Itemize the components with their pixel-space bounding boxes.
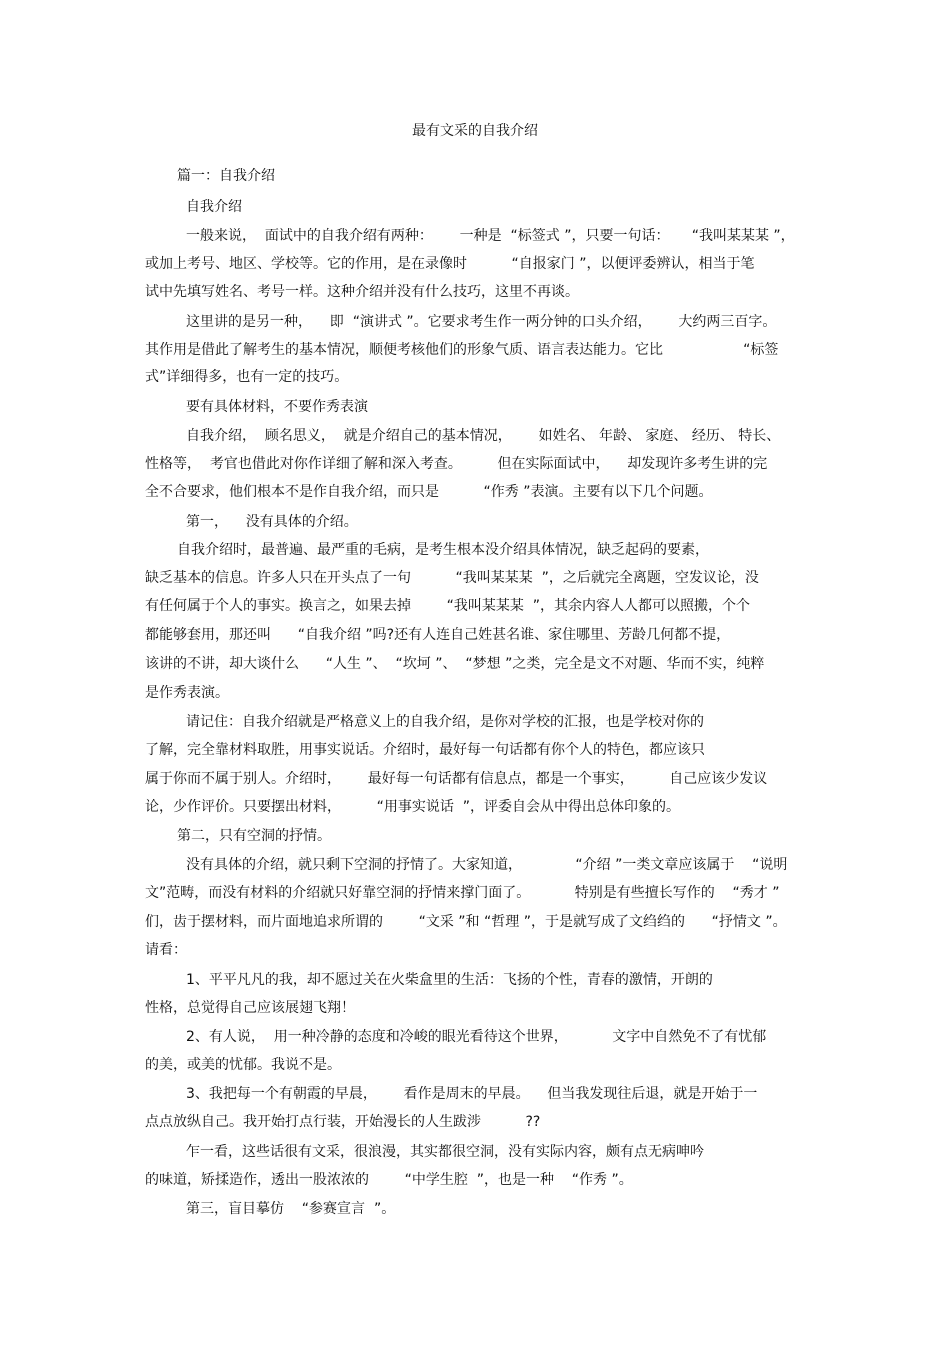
text-line: 性格等， 考官也借此对你作详细了解和深入考查。 但在实际面试中， 却发现许多考生讲的完: [145, 456, 768, 472]
section-heading: 篇一：自我介绍: [177, 168, 275, 184]
text-line: 都能够套用，那还叫 “自我介绍 ”吗?还有人连自己姓甚名谁、家住哪里、芳龄几何都不提，: [145, 627, 731, 643]
text-line: 请看：: [145, 942, 187, 958]
text-line: 性格，总觉得自己应该展翅飞翔！: [145, 1000, 355, 1016]
subheading: 要有具体材料，不要作秀表演: [186, 399, 368, 415]
text-line: 请记住：自我介绍就是严格意义上的自我介绍，是你对学校的汇报，也是学校对你的: [186, 714, 704, 730]
text-line: 乍一看，这些话很有文采，很浪漫，其实都很空洞，没有实际内容，颇有点无病呻吟: [186, 1144, 704, 1160]
text-line: 有任何属于个人的事实。换言之，如果去掉 “我叫某某某 ”，其余内容人人都可以照搬，个个: [145, 598, 751, 614]
text-line: 们，齿于摆材料，而片面地追求所谓的 “文采 ”和 “哲理 ”，于是就写成了文绉绉的 “抒情文 ”。: [145, 914, 787, 930]
text-line: 属于你而不属于别人。介绍时， 最好每一句话都有信息点，都是一个事实， 自己应该少发议: [145, 771, 768, 787]
text-line: 其作用是借此了解考生的基本情况，顺便考核他们的形象气质、语言表达能力。它比 “标签: [145, 342, 779, 358]
list-item: 1、平平凡凡的我，却不愿过关在火柴盒里的生活：飞扬的个性，青春的激情，开朗的: [186, 972, 713, 988]
text-line: 或加上考号、地区、学校等。它的作用，是在录像时 “自报家门 ”，以便评委辨认，相当于笔: [145, 256, 755, 272]
text-line: 自我介绍时，最普遍、最严重的毛病，是考生根本没介绍具体情况，缺乏起码的要素，: [177, 542, 709, 558]
text-line: 的美，或美的忧郁。我说不是。: [145, 1057, 341, 1073]
text-line: 了解，完全靠材料取胜，用事实说话。介绍时，最好每一句话都有你个人的特色，都应该只: [145, 742, 705, 758]
text-line: 该讲的不讲，却大谈什么 “人生 ”、 “坎坷 ”、 “梦想 ”之类，完全是文不对题、华而不实，纯粹: [145, 656, 765, 672]
subheading: 第二，只有空洞的抒情。: [177, 828, 331, 844]
text-line: 一般来说， 面试中的自我介绍有两种： 一种是 “标签式 ”，只要一句话： “我叫某某某 ”，: [186, 228, 795, 244]
list-item: 3、我把每一个有朝霞的早晨， 看作是周末的早晨。 但当我发现往后退，就是开始于一: [186, 1086, 758, 1102]
text-line: 的味道，矫揉造作，透出一股浓浓的 “中学生腔 ”，也是一种 “作秀 ”。: [145, 1172, 633, 1188]
text-line: 这里讲的是另一种， 即 “演讲式 ”。它要求考生作一两分钟的口头介绍， 大约两三百字。: [186, 314, 777, 330]
text-line: 文”范畴，而没有材料的介绍就只好靠空洞的抒情来撑门面了。 特别是有些擅长写作的 “秀才 ”: [145, 885, 780, 901]
subheading: 自我介绍: [186, 199, 242, 215]
text-line: 全不合要求，他们根本不是作自我介绍，而只是 “作秀 ”表演。主要有以下几个问题。: [145, 484, 713, 500]
text-line: 点点放纵自己。我开始打点行装，开始漫长的人生跋涉 ??: [145, 1114, 541, 1130]
text-line: 是作秀表演。: [145, 685, 229, 701]
document-title: 最有文采的自我介绍: [412, 123, 538, 139]
subheading: 第一， 没有具体的介绍。: [186, 514, 358, 530]
text-line: 论，少作评价。只要摆出材料， “用事实说话 ”，评委自会从中得出总体印象的。: [145, 799, 681, 815]
text-line: 没有具体的介绍，就只剩下空洞的抒情了。大家知道， “介绍 ”一类文章应该属于 “说明: [186, 857, 788, 873]
text-line: 式”详细得多，也有一定的技巧。: [145, 369, 349, 385]
text-line: 自我介绍， 顾名思义， 就是介绍自己的基本情况， 如姓名、 年龄、 家庭、 经历、 特长、: [186, 428, 781, 444]
list-item: 2、有人说， 用一种冷静的态度和冷峻的眼光看待这个世界， 文字中自然免不了有忧郁: [186, 1029, 767, 1045]
text-line: 缺乏基本的信息。许多人只在开头点了一句 “我叫某某某 ”，之后就完全离题，空发议论，没: [145, 570, 759, 586]
subheading: 第三，盲目摹仿 “参赛宣言 ”。: [186, 1201, 396, 1217]
text-line: 试中先填写姓名、考号一样。这种介绍并没有什么技巧，这里不再谈。: [145, 284, 579, 300]
